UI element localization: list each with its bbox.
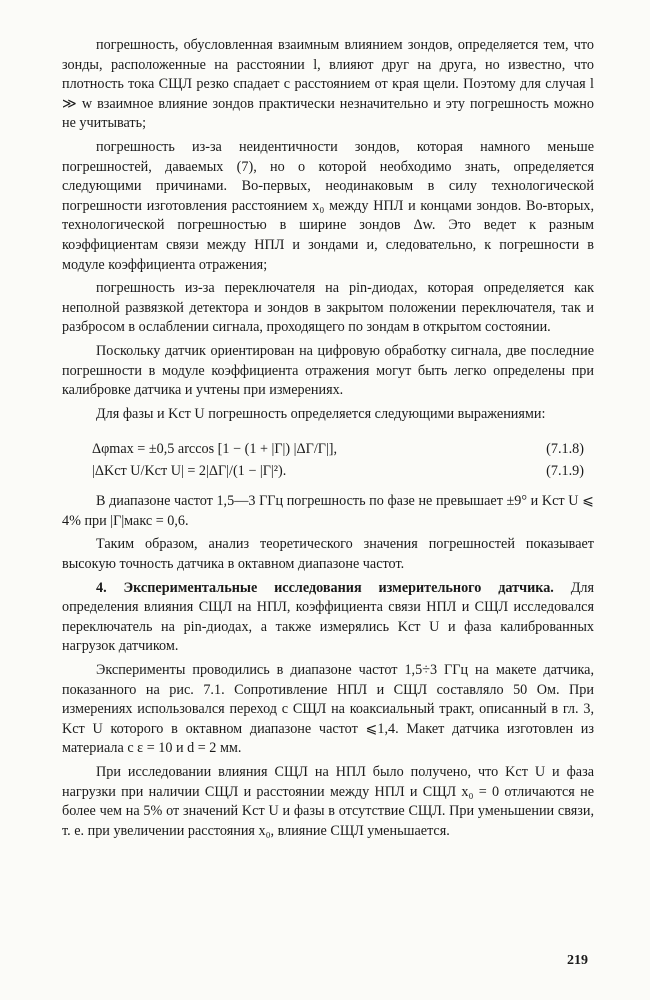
section-heading: 4. Экспериментальные исследования измерительного датчика. xyxy=(96,579,554,596)
formula-number: (7.1.9) xyxy=(546,463,584,480)
paragraph-phase-error-intro: Для фазы и Kст U погрешность определяется следующими выражениями: xyxy=(96,405,546,422)
paragraph-conclusion: Таким образом, анализ теоретического значения погрешностей показывает высокую точность датчика в октавном диапазоне частот. xyxy=(62,536,594,573)
paragraph-probe-interaction: погрешность, обусловленная взаимным влиянием зондов, определяется тем, что зонды, расположенные на расстоянии l, влияют друг на друга, но известно, что плотность тока СЩЛ резко спадает с расстоянием от края щели. Поэтому для случая l ≫ w взаимное влияние зондов практически незначительно и эту погрешность можно не учитывать; xyxy=(62,37,594,132)
section-4 xyxy=(62,579,594,657)
page-body xyxy=(62,36,594,845)
page-number: 219 xyxy=(567,953,588,968)
paragraph-experiments: Эксперименты проводились в диапазоне частот 1,5÷3 ГГц на макете датчика, показанного на рис. 7.1. Сопротивление НПЛ и СЩЛ составляло 50 Ом. При измерениях использовался переход с СЩЛ на коаксиальный тракт, описанный в гл. 3, Kст U которого в октавном диапазоне частот ⩽1,4. Макет датчика изготовлен из материала с ε = 10 и d = 2 мм. xyxy=(62,662,594,757)
formula-expression: |ΔKст U/Kст U| = 2|ΔΓ|/(1 − |Γ|²). xyxy=(92,463,287,480)
paragraph-frequency-range: В диапазоне частот 1,5—3 ГГц погрешность по фазе не превышает ±9° и Kст U ⩽ 4% при |Γ|макс = 0,6. xyxy=(62,493,594,529)
paragraph-probe-nonidentity: погрешность из-за неидентичности зондов, которая намного меньше погрешностей, даваемых (7), но о которой необходимо знать, определяется следующими причинами. Во-первых, неодинаковым в силу технологической погрешности изготовления расстоянием x₀ между НПЛ и концами зондов. Во-вторых, технологической погрешностью в ширине зондов Δw. Это ведет к разным коэффициентам связи между НПЛ и зондами и, следовательно, к погрешности в модуле коэффициента отражения; xyxy=(62,138,594,273)
formula-expression: Δφmax = ±0,5 arccos [1 − (1 + |Γ|) |ΔΓ/Γ|], xyxy=(92,441,338,458)
paragraph-digital-processing: Поскольку датчик ориентирован на цифровую обработку сигнала, две последние погрешности в модуле коэффициента отражения могут быть легко определены при калибровке датчика и учтены при измерениях. xyxy=(62,342,594,399)
paragraph-results: При исследовании влияния СЩЛ на НПЛ было получено, что Kст U и фаза нагрузки при наличии СЩЛ и расстоянии между НПЛ и СЩЛ x₀ = 0 отличаются не более чем на 5% от значений Kст U и фазы в отсутствие СЩЛ. При уменьшении связи, т. е. при увеличении расстояния x₀, влияние СЩЛ уменьшается. xyxy=(62,764,594,839)
paragraph-switch-error: погрешность из-за переключателя на pin-диодах, которая определяется как неполной развязкой детектора и зондов в закрытом положении переключателя, так и разбросом в ослаблении сигнала, проходящего по зондам в открытом состоянии. xyxy=(62,280,594,336)
formula-number: (7.1.8) xyxy=(546,441,584,458)
formula-7-1-8 xyxy=(62,438,594,460)
section-text: Для определения влияния СЩЛ на НПЛ, коэффициента связи НПЛ и СЩЛ исследовался переключатель на pin-диодах, а также измерялись Kст U и фаза калиброванных нагрузок датчиком. xyxy=(62,579,594,655)
formula-7-1-9 xyxy=(62,460,594,482)
